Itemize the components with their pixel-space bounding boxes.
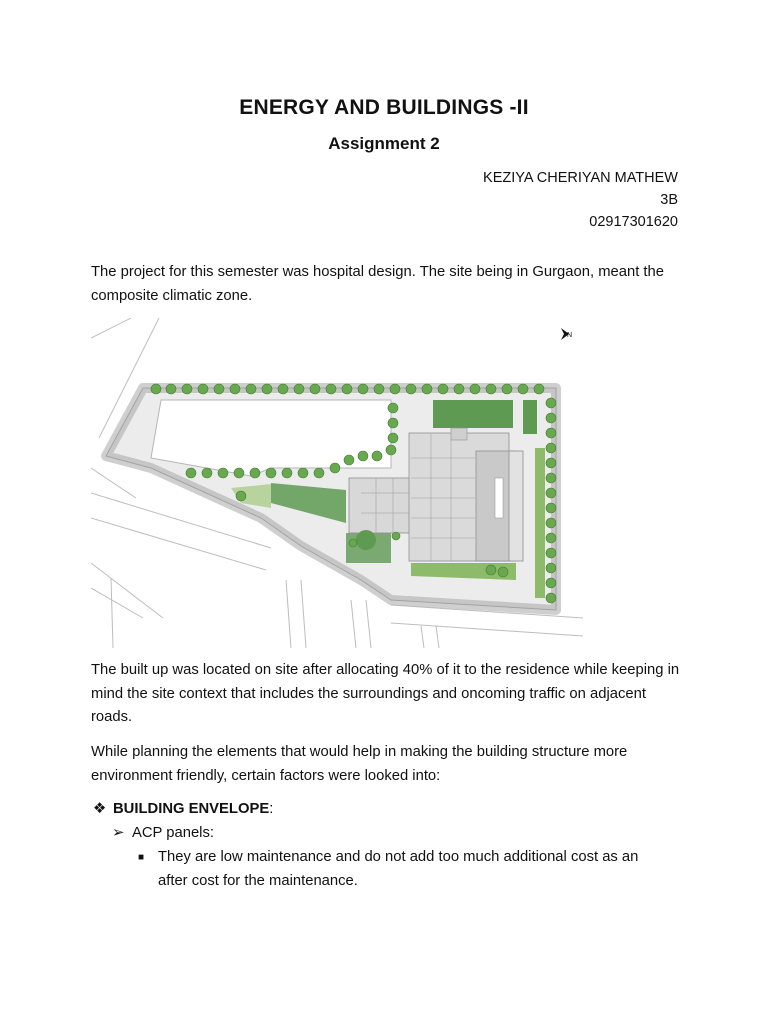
diamond-bullet-icon: ❖: [93, 801, 107, 817]
list-heading: [93, 798, 273, 822]
arrow-bullet-icon: ➢: [112, 825, 125, 841]
list-item: [112, 822, 214, 846]
author-class: 3B: [660, 192, 678, 208]
planning-paragraph: While planning the elements that would help in making the building structure more environment friendly, certain factors were looked into:: [91, 744, 628, 784]
author-roll-number: 02917301620: [589, 214, 678, 230]
site-plan-image: [91, 318, 583, 648]
list-subitem-text: They are low maintenance and do not add too much additional cost as an after cost for the maintenance.: [158, 849, 639, 889]
author-block: [483, 167, 678, 233]
list-heading-colon: :: [269, 801, 274, 817]
square-bullet-icon: ■: [138, 852, 145, 863]
assignment-subtitle: Assignment 2: [328, 134, 440, 153]
builtup-paragraph: The built up was located on site after allocating 40% of it to the residence while keeping in mind the site context that includes the surroundings and oncoming traffic on adjacent roads.: [91, 662, 680, 725]
intro-paragraph: The project for this semester was hospital design. The site being in Gurgaon, meant the composite climatic zone.: [91, 264, 665, 304]
list-item-label: ACP panels:: [132, 825, 214, 841]
document-title: ENERGY AND BUILDINGS -II: [239, 96, 529, 119]
svg-text:N: N: [567, 332, 573, 339]
list-subitem: [138, 846, 678, 893]
author-name: KEZIYA CHERIYAN MATHEW: [483, 170, 678, 186]
list-heading-label: BUILDING ENVELOPE: [113, 801, 270, 817]
